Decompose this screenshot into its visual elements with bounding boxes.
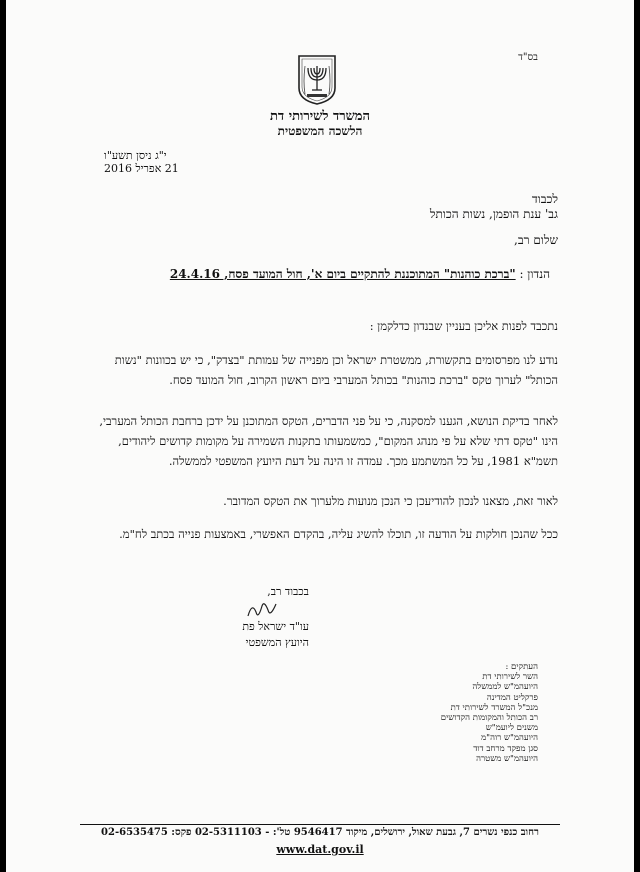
- footer-divider: [80, 824, 560, 825]
- subject-text: "ברכת כוהנות" המתוכננת להתקיים ביום א', חול המועד פסח, 24.4.16: [169, 267, 516, 281]
- list-item: פרקליט המדינה: [486, 692, 538, 703]
- list-item: משנים ליועמ"ש: [485, 723, 538, 734]
- state-emblem-icon: [295, 54, 339, 106]
- list-item: סגן מפקד מרחב דוד: [473, 743, 538, 754]
- bsd-mark: בס"ד: [518, 52, 538, 63]
- gregorian-date: 21 אפריל 2016: [104, 162, 179, 175]
- signer-name: עו"ד ישראל פת: [242, 620, 309, 633]
- cc-list: [441, 662, 538, 764]
- paragraph-intro: נתכבד לפנות אליכן בעניין שבנדון כדלקמן :: [369, 319, 558, 333]
- subject-label: הנדון :: [519, 267, 550, 281]
- ministry-name: המשרד לשירותי דת: [269, 109, 370, 124]
- website-link[interactable]: www.dat.gov.il: [276, 843, 364, 856]
- cc-heading: העתקים :: [505, 662, 538, 672]
- recipient-honorific: לכבוד: [531, 192, 558, 206]
- recipient-name: גב' ענת הופמן, נשות הכותל: [429, 207, 558, 221]
- closing: בכבוד רב,: [267, 585, 309, 598]
- list-item: מנכ"ל המשרד לשירותי דת: [450, 702, 538, 713]
- greeting: שלום רב,: [514, 233, 558, 247]
- list-item: היועהמ"ש משטרה: [476, 753, 538, 764]
- paragraph-appeal: ככל שהנכן חולקות על הודעה זו, תוכלו להשיג עליה, בהקדם האפשרי, באמצעות פנייה בכתב לח"מ.: [119, 527, 558, 541]
- letter-page: [6, 0, 634, 872]
- list-item: רב הכותל והמקומות הקדושים: [440, 713, 538, 724]
- list-item: היועהמ"ש רוה"מ: [481, 733, 538, 744]
- signer-title: היועץ המשפטי: [245, 636, 309, 649]
- footer-address: רחוב כנפי נשרים 7, גבעת שאול, ירושלים, מיקוד 9546417 טל': - 02-5311103 פקס: 02-6535475: [101, 827, 539, 838]
- list-item: השר לשירותי דת: [482, 672, 538, 683]
- paragraph-conclusion: לאחר בדיקת הנושא, הגענו למסקנה, כי על פני הדברים, הטקס המתוכנן על ידכן ברחבת הכותל המערבי, הינו "טקס דתי שלא על פי מנהג המקום", כמשמעותו בתקנות השמירה על מקומות קדושים ליהודים, תשמ"א 1981, על כל המשתמע מכך. עמדה זו הינה על דעת היועץ המשפטי לממשלה.: [99, 414, 558, 468]
- subject-line: [170, 267, 550, 282]
- paragraph-background: נודע לנו מפרסומים בתקשורת, ממשטרת ישראל וכן מפנייה של עמותת "בצדק", כי יש בכוונות "נשות הכותל" לערוך טקס "ברכת כוהנות" בכותל המערבי ביום ראשון הקרוב, חול המועד פסח.: [114, 353, 558, 387]
- legal-bureau-name: הלשכה המשפטית: [277, 124, 363, 138]
- hebrew-date: י"ג ניסן תשע"ו: [104, 149, 167, 162]
- paragraph-notice: לאור זאת, מצאנו לנכון להודיעכן כי הנכן מנועות מלערוך את הטקס המדובר.: [223, 494, 558, 508]
- list-item: היועהמ"ש לממשלה: [472, 682, 538, 693]
